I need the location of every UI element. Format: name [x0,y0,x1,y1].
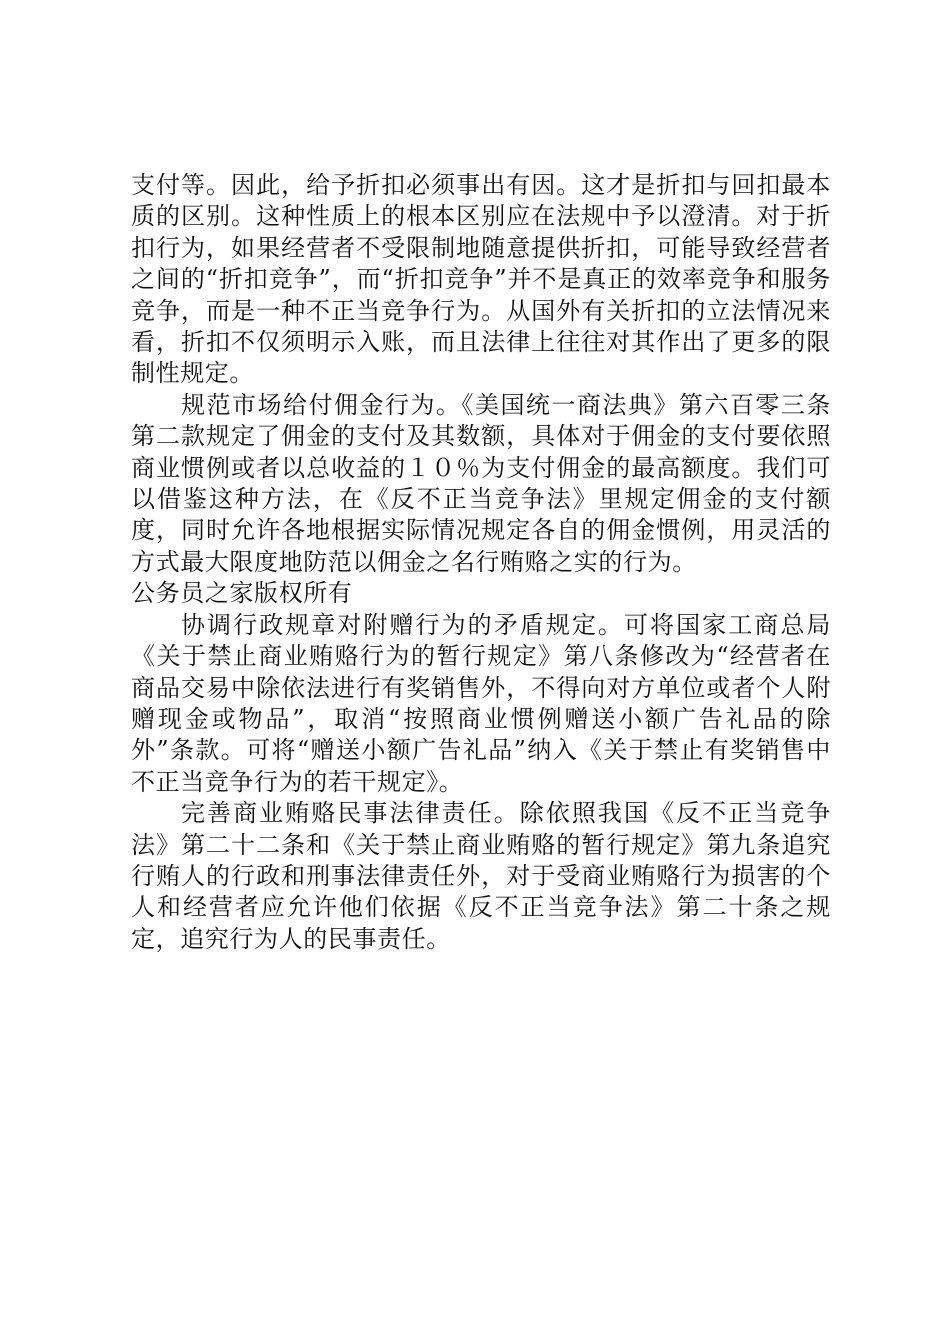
paragraph-civil-liability: 完善商业贿赂民事法律责任。除依照我国《反不正当竞争法》第二十二条和《关于禁止商业贿赂的暂行规定》第九条追究行贿人的行政和刑事法律责任外，对于受商业贿赂行为损害的个人和经营者应允许他们依据《反不正当竞争法》第二十条之规定，追究行为人的民事责任。 [131,799,831,953]
document-body [131,170,831,955]
paragraph-gift-regulation: 协调行政规章对附赠行为的矛盾规定。可将国家工商总局《关于禁止商业贿赂行为的暂行规定》第八条修改为“经营者在商品交易中除依法进行有奖销售外，不得向对方单位或者个人附赠现金或物品”，取消“按照商业惯例赠送小额广告礼品的除外”条款。可将“赠送小额广告礼品”纳入《关于禁止有奖销售中不正当竞争行为的若干规定》。 [131,610,831,796]
paragraph-commission-regulation: 规范市场给付佣金行为。《美国统一商法典》第六百零三条第二款规定了佣金的支付及其数额，具体对于佣金的支付要依照商业惯例或者以总收益的１０％为支付佣金的最高额度。我们可以借鉴这种方法，在《反不正当竞争法》里规定佣金的支付额度，同时允许各地根据实际情况规定各自的佣金惯例，用灵活的方式最大限度地防范以佣金之名行贿赂之实的行为。 [131,390,831,576]
paragraph-discount-distinction: 支付等。因此，给予折扣必须事出有因。这才是折扣与回扣最本质的区别。这种性质上的根本区别应在法规中予以澄清。对于折扣行为，如果经营者不受限制地随意提供折扣，可能导致经营者之间的“折扣竞争”，而“折扣竞争”并不是真正的效率竞争和服务竞争，而是一种不正当竞争行为。从国外有关折扣的立法情况来看，折扣不仅须明示入账，而且法律上往往对其作出了更多的限制性规定。 [131,171,831,388]
paragraph-copyright-note: 公务员之家版权所有 [131,579,353,608]
